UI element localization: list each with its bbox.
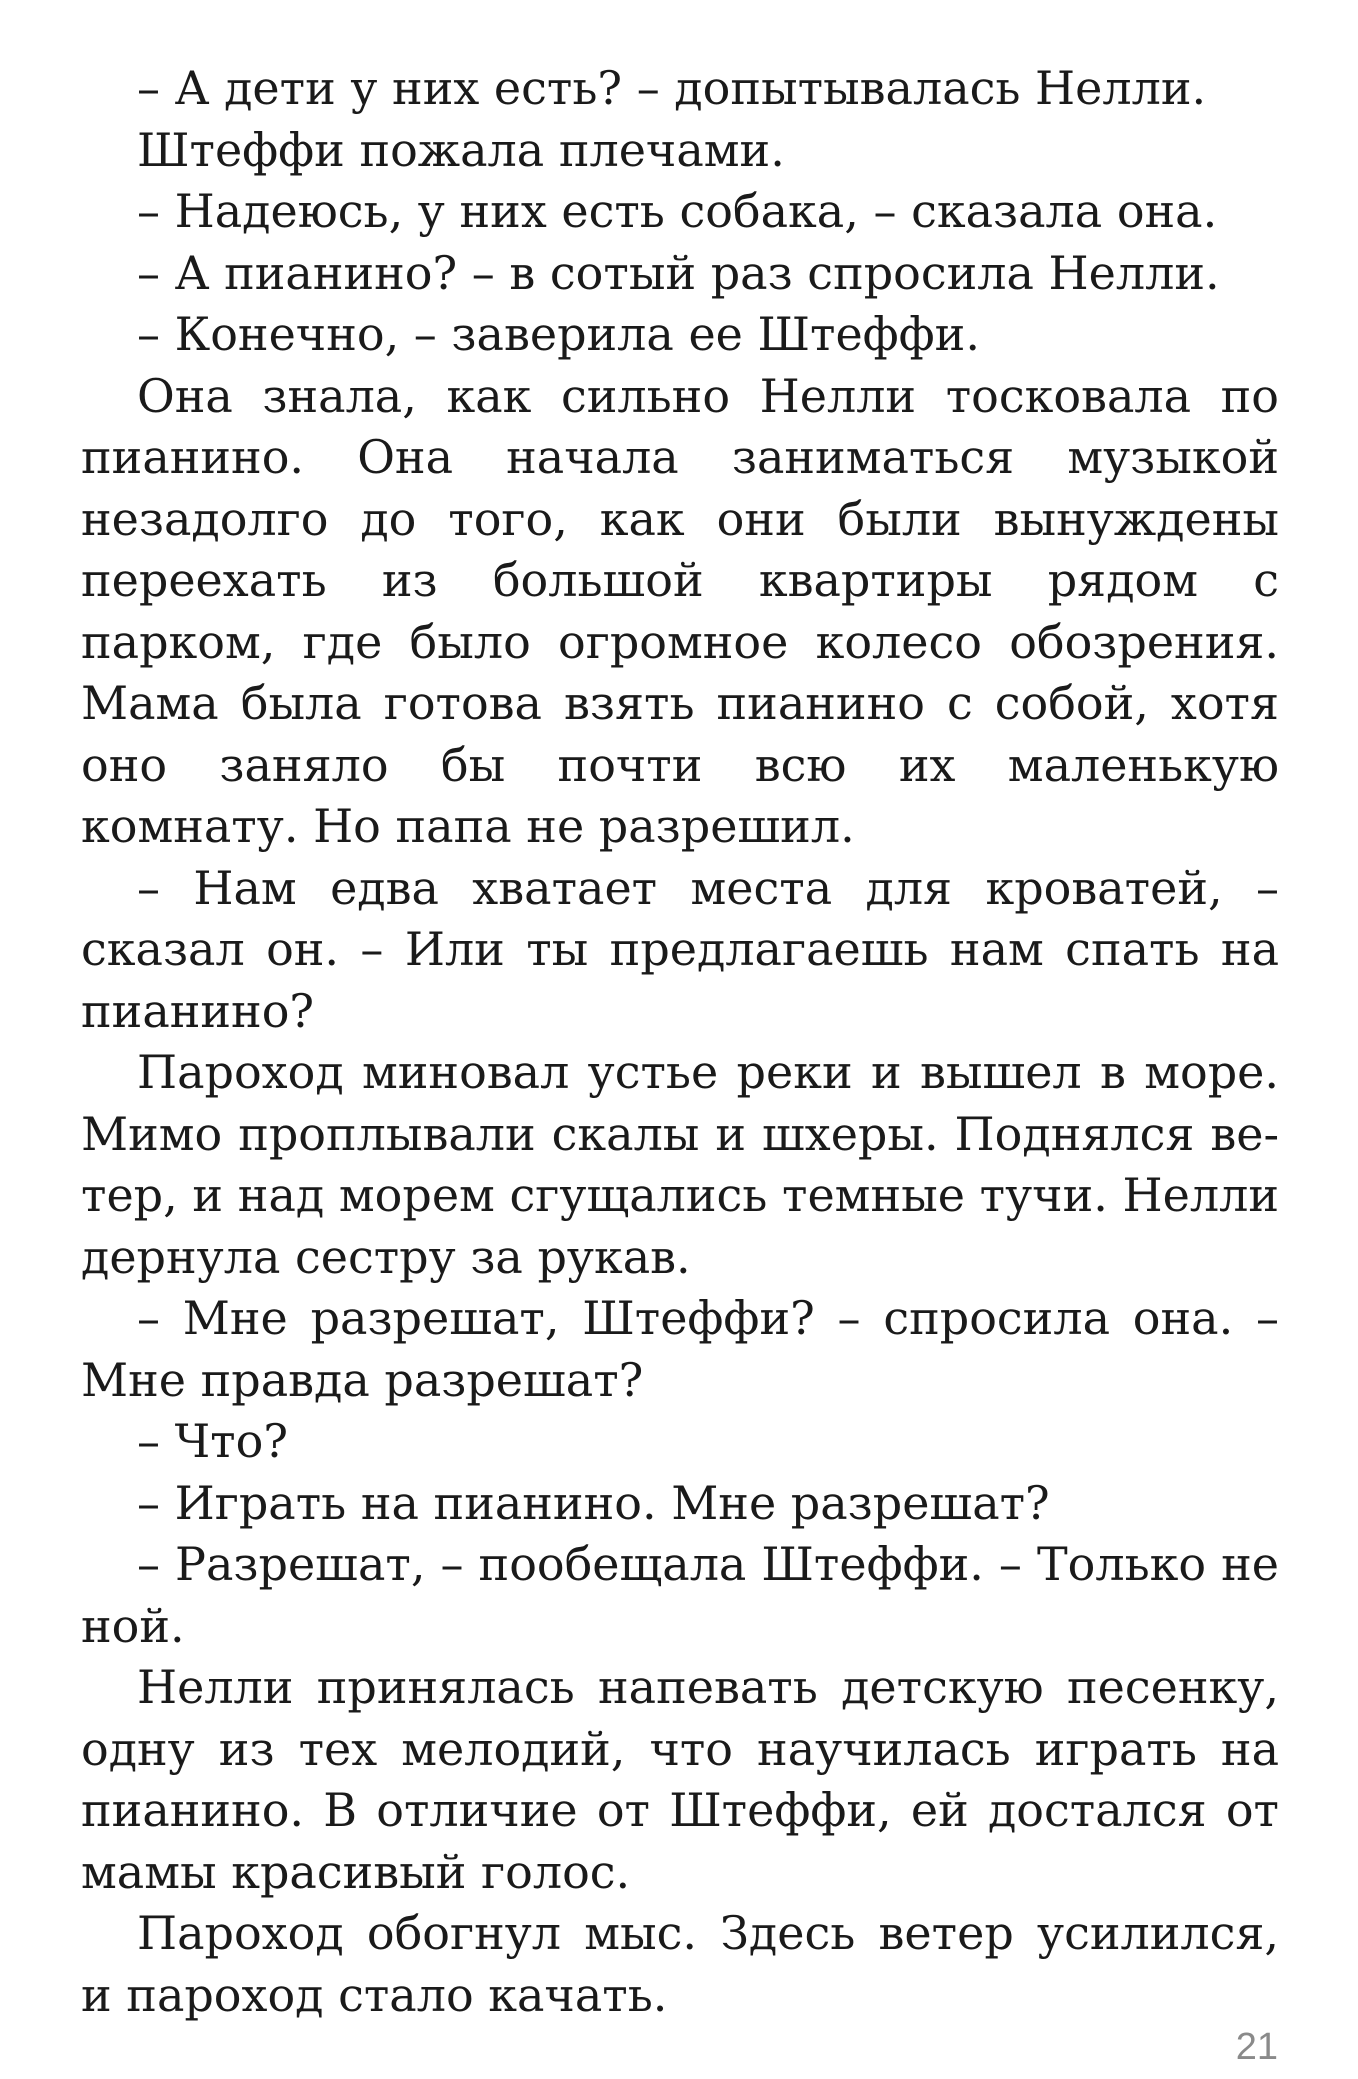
paragraph: – Мне разрешат, Штеффи? – спросила она. – Мне правда разрешат? (81, 1291, 1279, 1407)
paragraph: – Конечно, – заверила ее Штеффи. (137, 307, 980, 361)
paragraph: Она знала, как сильно Нелли тосковала по пианино. Она начала заниматься музыкой незадолго до того, как они были вынуждены переехать из большой квартиры рядом с парком, где было огромное колесо обозрения. Мама была готова взять пианино с собой, хотя оно заняло бы почти всю их маленькую комнату. Но папа не разрешил. (81, 368, 1279, 853)
paragraph: – Нам едва хватает места для кроватей, – сказал он. – Или ты предлагаешь нам спать на пианино? (81, 860, 1279, 1038)
paragraph: – Разрешат, – пообещала Штеффи. – Только не ной. (81, 1537, 1279, 1653)
page-number: 21 (1235, 2026, 1278, 2068)
paragraph: – А дети у них есть? – допытывалась Нелли. (137, 61, 1207, 115)
paragraph: Нелли принялась напевать детскую песенку, одну из тех мелодий, что научилась играть на пианино. В отличие от Штеффи, ей достался от мамы красивый голос. (81, 1660, 1279, 1899)
paragraph: – Играть на пианино. Мне разрешат? (137, 1475, 1050, 1530)
page-body (81, 58, 1279, 2026)
paragraph: Пароход обогнул мыс. Здесь ветер усилился, и пароход стало качать. (81, 1906, 1279, 2022)
paragraph: Штеффи пожала плечами. (137, 122, 785, 177)
paragraph: – Надеюсь, у них есть собака, – сказала она. (137, 184, 1218, 238)
paragraph: Пароход миновал устье реки и вышел в море. Мимо проплывали скалы и шхеры. Поднялся ветер, и над морем сгущались темные тучи. Нелли дернула сестру за рукав. (81, 1045, 1279, 1284)
paragraph: – Что? (137, 1414, 288, 1468)
paragraph: – А пианино? – в сотый раз спросила Нелли. (137, 245, 1220, 300)
